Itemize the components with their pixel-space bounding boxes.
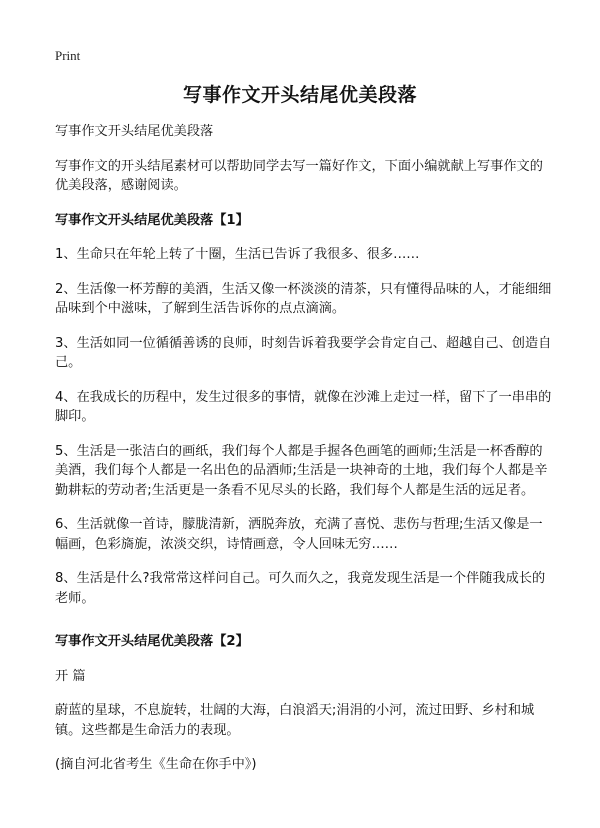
list-item: 3、生活如同一位循循善诱的良师，时刻告诉着我要学会肯定自己、超越自己、创造自己。 [55, 335, 552, 370]
section-2-paragraph: 蔚蓝的星球，不息旋转，壮阔的大海，白浪滔天;涓涓的小河，流过田野、乡村和城镇。这些都是生命活力的表现。 [55, 703, 535, 738]
list-item: 4、在我成长的历程中，发生过很多的事情，就像在沙滩上走过一样，留下了一串串的脚印。 [55, 389, 552, 424]
list-item: 2、生活像一杯芳醇的美酒，生活又像一杯淡淡的清茶，只有懂得品味的人，才能细细品味到个中滋味，了解到生活告诉你的点点滴滴。 [55, 281, 552, 316]
list-item: 6、生活就像一首诗，朦胧清新，洒脱奔放，充满了喜悦、悲伤与哲理;生活又像是一幅画，色彩旖旎，浓淡交织，诗情画意，令人回味无穷…… [55, 517, 543, 552]
page-title: 写事作文开头结尾优美段落 [182, 84, 417, 106]
section-2-sub-label: 开 篇 [55, 668, 86, 684]
list-item: 1、生命只在年轮上转了十圈，生活已告诉了我很多、很多…… [55, 247, 420, 262]
print-label: Print [55, 48, 81, 63]
section-1-heading: 写事作文开头结尾优美段落【1】 [55, 212, 249, 228]
intro-paragraph: 写事作文的开头结尾素材可以帮助同学去写一篇好作文，下面小编就献上写事作文的优美段落，感谢阅读。 [55, 158, 543, 193]
document-subtitle: 写事作文开头结尾优美段落 [55, 124, 214, 139]
source-citation: (摘自河北省考生《生命在你手中》) [55, 757, 257, 772]
list-item: 8、生活是什么?我常常这样问自己。可久而久之，我竟发现生活是一个伴随我成长的老师。 [55, 571, 546, 606]
document-body [55, 122, 555, 790]
list-item: 5、生活是一张洁白的画纸，我们每个人都是手握各色画笔的画师;生活是一杯香醇的美酒，我们每个人都是一名出色的品酒师;生活是一块神奇的土地，我们每个人都是辛勤耕耘的劳动者;生活更是一条看不见尽头的长路，我们每个人都是生活的远足者。 [55, 443, 548, 498]
section-2-heading: 写事作文开头结尾优美段落【2】 [55, 634, 249, 649]
